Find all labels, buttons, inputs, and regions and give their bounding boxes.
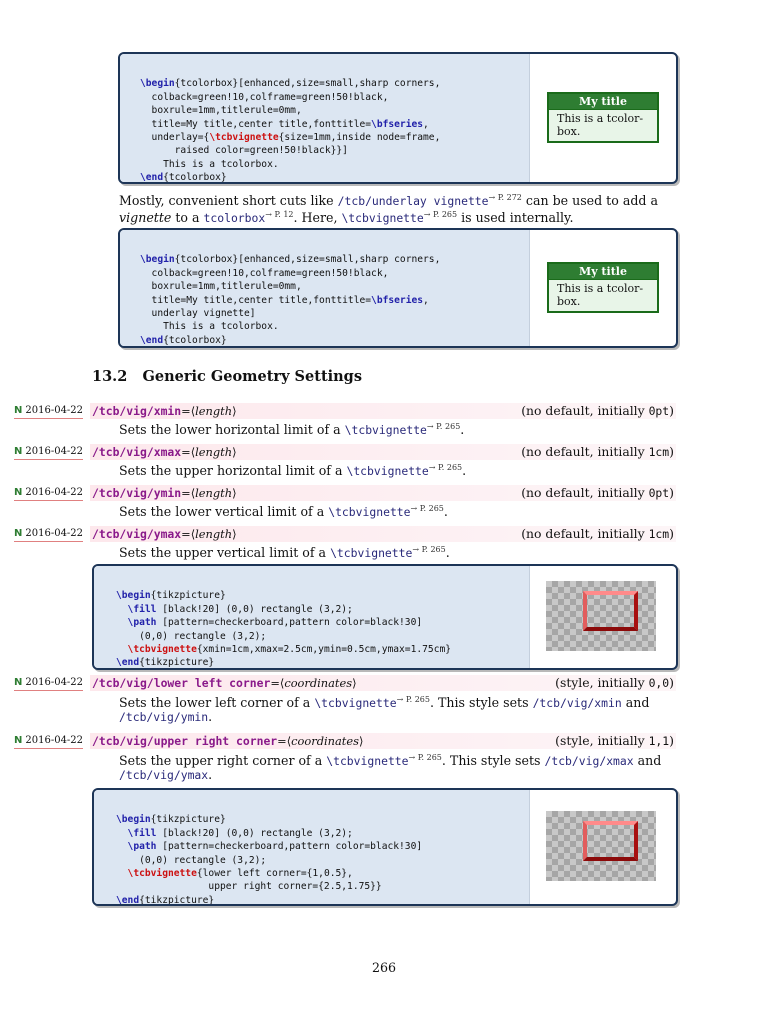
code-token: \end: [140, 334, 164, 346]
tcolorbox-title: My title: [549, 94, 657, 110]
code-token: \begin: [116, 814, 151, 826]
output-pane-2: [530, 230, 676, 346]
tcolorbox-body-line: This is a tcolor-: [557, 282, 644, 295]
code-token: {tcolorbox}[enhanced,size=small,sharp corners,: [174, 254, 441, 266]
vignette-preview: [546, 811, 656, 881]
code-token: [pattern=checkerboard,pattern color=black!30]: [156, 617, 423, 629]
code-token: \end: [116, 894, 140, 906]
code-token: {tikzpicture}: [139, 894, 215, 906]
output-pane-3: [530, 566, 676, 668]
key-default: (no default, initially 1cm): [521, 444, 674, 459]
code-token: colback=green!10,colframe=green!50!black,: [140, 91, 389, 103]
key-entry: /tcb/vig/ymax=⟨length⟩ (no default, initially 1cm): [92, 526, 674, 541]
code-reference[interactable]: /tcb/vig/ymax: [119, 768, 209, 782]
code-token: {tikzpicture}: [150, 590, 226, 602]
key-description-cont: /tcb/vig/ymin.: [119, 709, 213, 724]
code-token: (0,0) rectangle (3,2);: [116, 854, 267, 866]
code-reference[interactable]: \tcbvignette: [314, 696, 397, 710]
tcolorbox-body: [549, 110, 657, 141]
code-token: \end: [140, 172, 164, 184]
key-entry-lower-left-corner: /tcb/vig/lower left corner=⟨coordinates⟩ (style, initially 0,0): [92, 675, 674, 690]
date-badge: N 2016-04-22: [14, 486, 83, 501]
tcolorbox-body-line: box.: [557, 125, 581, 138]
key-default: (no default, initially 0pt): [521, 485, 674, 500]
code-reference[interactable]: /tcb/vig/xmax: [544, 754, 634, 768]
tcolorbox-body-line: box.: [557, 295, 581, 308]
text-run: is used internally.: [457, 210, 574, 225]
key-name: /tcb/vig/lower left corner: [92, 676, 271, 690]
code-token: upper right corner={2.5,1.75}}: [116, 881, 382, 893]
code-reference[interactable]: /tcb/vig/xmin: [532, 696, 622, 710]
code-token: ,: [423, 294, 429, 306]
code-token: title=My title,center title,fonttitle=: [140, 118, 372, 130]
page-reference[interactable]: → P. 265: [396, 695, 430, 704]
page-reference[interactable]: → P. 272: [488, 193, 522, 202]
key-description: Sets the lower left corner of a \tcbvignette$^{\to P. 265}$. This style sets /tcb/vig/xmin and: [119, 695, 650, 710]
code-token: \tcbvignette: [116, 644, 197, 656]
key-default: (style, initially 1,1): [555, 733, 674, 748]
code-listing-3: [94, 566, 530, 668]
code-token: {xmin=1cm,xmax=2.5cm,ymin=0.5cm,ymax=1.75cm}: [196, 644, 452, 656]
tcolorbox-body-line: This is a tcolor-: [557, 112, 644, 125]
code-token: boxrule=1mm,titlerule=0mm,: [140, 105, 302, 117]
section-title: Generic Geometry Settings: [142, 368, 362, 385]
key-default: (no default, initially 0pt): [521, 403, 674, 418]
key-description: Sets the upper vertical limit of a \tcbvignette$^{\to P. 265}$.: [119, 545, 450, 560]
code-token: {lower left corner={1,0.5},: [196, 868, 353, 880]
key-entry: /tcb/vig/xmin=⟨length⟩ (no default, initially 0pt): [92, 403, 674, 418]
code-token: [black!20] (0,0) rectangle (3,2);: [156, 603, 353, 615]
section-heading: [92, 368, 362, 385]
code-token: boxrule=1mm,titlerule=0mm,: [140, 281, 302, 293]
code-reference[interactable]: /tcb/vig/ymin: [119, 710, 209, 724]
code-token: \begin: [140, 78, 175, 90]
page-reference[interactable]: → P. 265: [428, 463, 463, 472]
key-entry-upper-right-corner: /tcb/vig/upper right corner=⟨coordinates⟩ (style, initially 1,1): [92, 733, 674, 748]
key-name: /tcb/vig/upper right corner: [92, 734, 278, 748]
date-badge: N 2016-04-22: [14, 404, 83, 419]
code-token: \fill: [116, 827, 157, 839]
key-default: (style, initially 0,0): [555, 675, 674, 690]
text-run: can be used to add a: [521, 193, 658, 208]
code-reference[interactable]: \tcbvignette: [346, 464, 429, 478]
key-description-cont: /tcb/vig/ymax.: [119, 767, 213, 782]
code-listing-1: [120, 54, 530, 182]
code-reference[interactable]: \tcbvignette: [344, 423, 427, 437]
code-token: colback=green!10,colframe=green!50!black,: [140, 267, 389, 279]
page-reference[interactable]: → P. 265: [410, 504, 444, 513]
code-token: \bfseries: [371, 294, 424, 306]
example-box-1: [118, 52, 678, 184]
key-description: Sets the lower horizontal limit of a \tcbvignette$^{\to P. 265}$.: [119, 422, 465, 437]
checkerboard-canvas: [546, 581, 656, 651]
key-entry: /tcb/vig/ymin=⟨length⟩ (no default, initially 0pt): [92, 485, 674, 500]
page-reference[interactable]: → P. 12: [265, 210, 294, 219]
date-badge: N 2016-04-22: [14, 445, 83, 460]
text-run: vignette: [119, 210, 172, 225]
vignette-preview: [546, 581, 656, 651]
code-token: {size=1mm,inside node=frame,: [278, 132, 441, 144]
code-token: \path: [116, 617, 157, 629]
text-run: to a: [171, 210, 204, 225]
page-reference[interactable]: → P. 265: [426, 422, 461, 431]
code-token: ,: [423, 118, 429, 130]
date-badge: N 2016-04-22: [14, 527, 83, 542]
example-box-3: [92, 564, 678, 670]
date-badge: N 2016-04-22: [14, 734, 83, 749]
section-number: 13.2: [92, 368, 128, 385]
green-tcolorbox-1: [547, 92, 659, 143]
text-run: Mostly, convenient short cuts like: [119, 193, 338, 208]
code-reference[interactable]: \tcbvignette: [326, 754, 409, 768]
code-token: [pattern=checkerboard,pattern color=black!30]: [156, 841, 423, 853]
code-token: {tcolorbox}: [163, 172, 227, 184]
key-name: /tcb/vig/xmax: [92, 445, 182, 459]
page-reference[interactable]: → P. 265: [423, 210, 458, 219]
code-reference[interactable]: \tcbvignette: [328, 505, 411, 519]
code-reference[interactable]: \tcbvignette: [330, 546, 413, 560]
key-default: (no default, initially 1cm): [521, 526, 674, 541]
key-entry: /tcb/vig/xmax=⟨length⟩ (no default, initially 1cm): [92, 444, 674, 459]
code-token: \end: [116, 657, 140, 669]
code-reference[interactable]: /tcb/underlay vignette: [337, 194, 489, 208]
code-token: \fill: [116, 603, 157, 615]
code-token: underlay={: [140, 132, 210, 144]
code-token: (0,0) rectangle (3,2);: [116, 630, 267, 642]
code-token: \begin: [116, 590, 151, 602]
key-name: /tcb/vig/ymax: [92, 527, 182, 541]
code-token: \begin: [140, 254, 175, 266]
code-token: {tcolorbox}: [163, 334, 227, 346]
key-description: Sets the upper horizontal limit of a \tcbvignette$^{\to P. 265}$.: [119, 463, 467, 478]
tcolorbox-title: My title: [549, 264, 657, 280]
code-token: {tcolorbox}[enhanced,size=small,sharp corners,: [174, 78, 441, 90]
code-token: \tcbvignette: [209, 132, 279, 144]
code-token: \tcbvignette: [116, 868, 197, 880]
code-token: This is a tcolorbox.: [140, 158, 279, 170]
code-reference[interactable]: tcolorbox: [203, 211, 266, 225]
page-reference[interactable]: → P. 265: [412, 545, 446, 554]
code-listing-4: [94, 790, 530, 904]
green-tcolorbox-2: [547, 262, 659, 313]
code-token: raised color=green!50!black}}]: [140, 145, 348, 157]
example-box-2: [118, 228, 678, 348]
date-badge: N 2016-04-22: [14, 676, 83, 691]
code-token: \bfseries: [371, 118, 424, 130]
code-token: This is a tcolorbox.: [140, 321, 279, 333]
code-token: {tikzpicture}: [139, 657, 215, 669]
page-reference[interactable]: → P. 265: [408, 753, 442, 762]
paragraph-line-2: [119, 207, 574, 226]
code-token: title=My title,center title,fonttitle=: [140, 294, 372, 306]
code-listing-2: \begin{tcolorbox}[enhanced,size=small,sharp corners, colback=green!10,colframe=green!50!black, boxrule=1mm,titlerule=0mm, title=My title,center title,fonttitle=\bfseries, underlay vignette] This is a tcolorbox. \end{tcolorbox}: [120, 230, 530, 346]
code-token: \path: [116, 841, 157, 853]
key-name: /tcb/vig/xmin: [92, 404, 182, 418]
checkerboard-canvas: [546, 811, 656, 881]
example-box-4: [92, 788, 678, 906]
output-pane-4: [530, 790, 676, 904]
key-description: Sets the lower vertical limit of a \tcbvignette$^{\to P. 265}$.: [119, 504, 448, 519]
tcolorbox-body: [549, 280, 657, 311]
key-description: Sets the upper right corner of a \tcbvignette$^{\to P. 265}$. This style sets /tcb/vig/xmax and: [119, 753, 662, 768]
code-token: [black!20] (0,0) rectangle (3,2);: [156, 827, 353, 839]
page-number: 266: [371, 960, 397, 975]
code-reference[interactable]: \tcbvignette: [341, 211, 424, 225]
key-name: /tcb/vig/ymin: [92, 486, 182, 500]
code-token: {tikzpicture}: [150, 814, 226, 826]
output-pane-1: [530, 54, 676, 182]
text-run: . Here,: [293, 210, 342, 225]
